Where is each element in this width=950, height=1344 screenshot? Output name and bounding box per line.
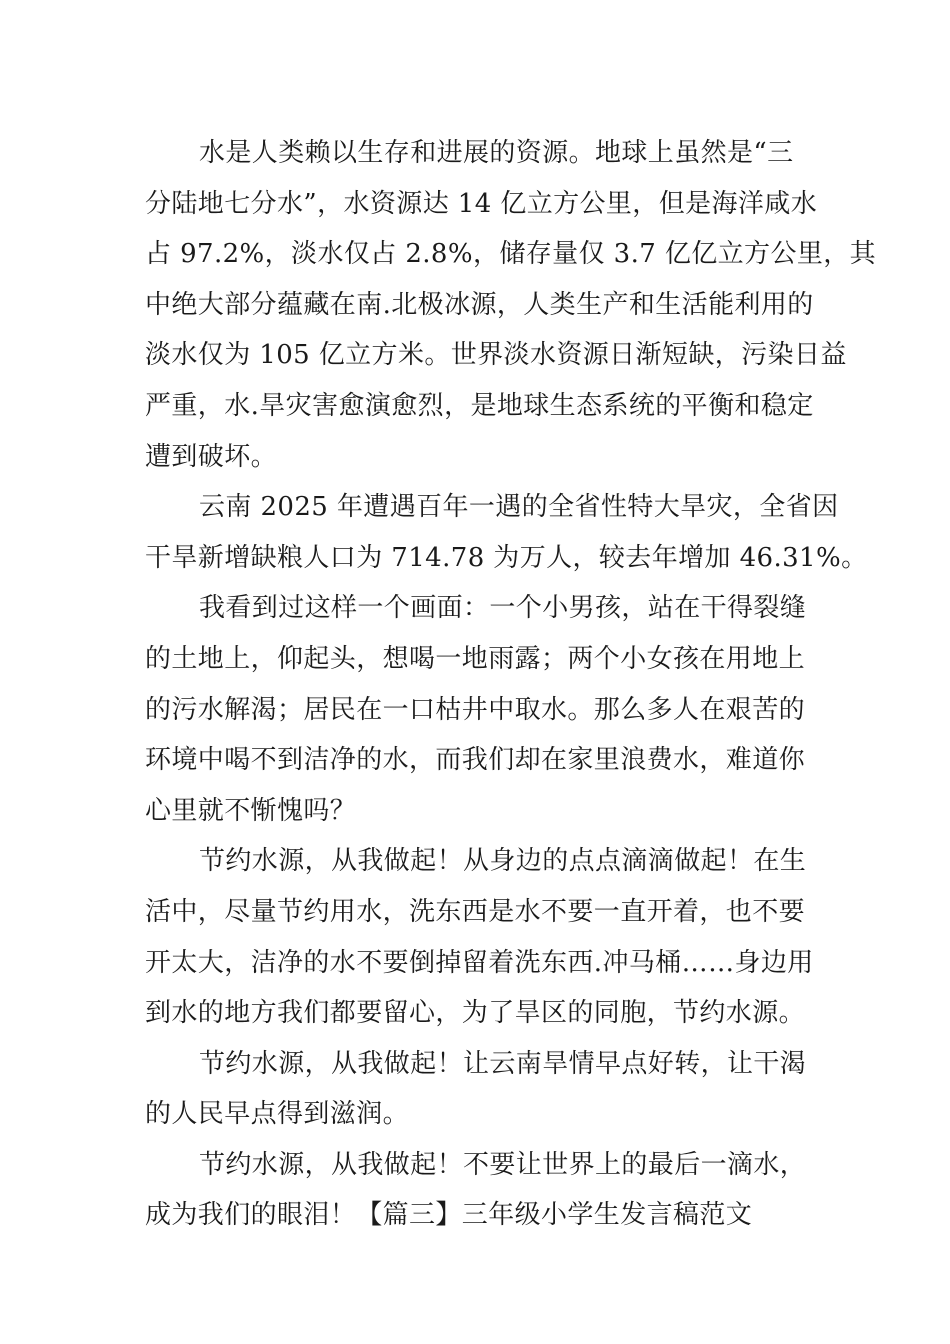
paragraph-line: 中绝大部分蕴藏在南.北极冰源，人类生产和生活能利用的 (145, 289, 814, 320)
paragraph-line: 节约水源，从我做起！让云南旱情早点好转，让干渴 (199, 1048, 807, 1079)
paragraph-line: 节约水源，从我做起！从身边的点点滴滴做起！在生 (199, 846, 807, 877)
paragraph-line: 我看到过这样一个画面：一个小男孩，站在干得裂缝 (199, 593, 807, 624)
paragraph-yunnan-drought (145, 482, 868, 583)
paragraph-line: 遭到破坏。 (145, 441, 278, 472)
paragraph-line: 开太大，洁净的水不要倒掉留着洗东西.冲马桶……身边用 (145, 947, 814, 978)
paragraph-line: 心里就不惭愧吗？ (145, 795, 357, 826)
paragraph-water-resources (145, 128, 877, 482)
paragraph-save-water-1 (145, 836, 814, 1038)
paragraph-line: 云南 2025 年遭遇百年一遇的全省性特大旱灾，全省因 (199, 492, 839, 523)
paragraph-line: 淡水仅为 105 亿立方米。世界淡水资源日渐短缺，污染日益 (145, 340, 847, 371)
paragraph-line: 节约水源，从我做起！不要让世界上的最后一滴水， (199, 1149, 807, 1180)
paragraph-scene (145, 583, 809, 836)
paragraph-save-water-3 (145, 1140, 809, 1241)
paragraph-line: 干旱新增缺粮人口为 714.78 为万人，较去年增加 46.31%。 (145, 542, 868, 573)
paragraph-line: 活中，尽量节约用水，洗东西是水不要一直开着，也不要 (145, 896, 806, 927)
paragraph-save-water-2 (145, 1039, 809, 1140)
paragraph-line: 水是人类赖以生存和进展的资源。地球上虽然是“三 (199, 138, 794, 168)
paragraph-line: 的土地上，仰起头，想喝一地雨露；两个小女孩在用地上 (145, 643, 806, 674)
paragraph-line: 环境中喝不到洁净的水，而我们却在家里浪费水，难道你 (145, 745, 806, 776)
paragraph-line: 到水的地方我们都要留心，为了旱区的同胞，节约水源。 (145, 998, 806, 1029)
paragraph-line: 严重，水.旱灾害愈演愈烈，是地球生态系统的平衡和稳定 (145, 390, 814, 421)
paragraph-line: 成为我们的眼泪！【篇三】三年级小学生发言稿范文 (145, 1200, 753, 1231)
paragraph-line: 的污水解渴；居民在一口枯井中取水。那么多人在艰苦的 (145, 694, 806, 725)
paragraph-line: 分陆地七分水”，水资源达 14 亿立方公里，但是海洋咸水 (145, 188, 818, 219)
paragraph-line: 占 97.2%，淡水仅占 2.8%，储存量仅 3.7 亿亿立方公里，其 (145, 239, 877, 270)
document-body (145, 128, 877, 1241)
paragraph-line: 的人民早点得到滋润。 (145, 1099, 410, 1130)
